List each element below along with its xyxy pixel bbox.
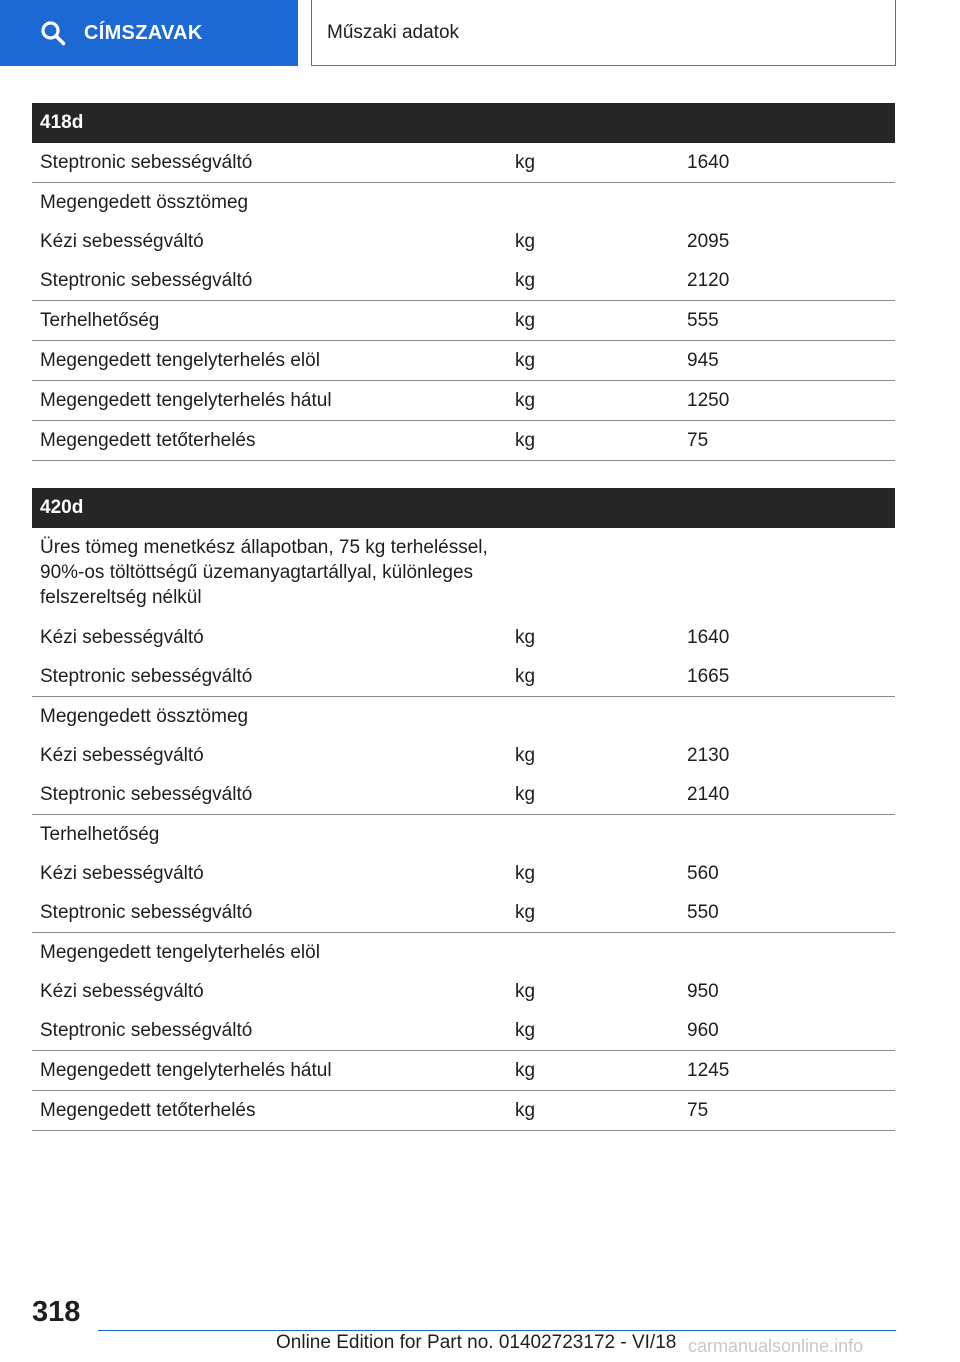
table-row: [32, 1051, 895, 1091]
index-button[interactable]: [0, 0, 298, 66]
row-unit: kg: [507, 421, 679, 461]
row-label: Steptronic sebességváltó: [32, 1011, 507, 1051]
row-value: 1640: [687, 627, 730, 648]
row-value: 2120: [679, 261, 895, 301]
table-row: [32, 143, 895, 183]
table-row: [32, 1091, 895, 1131]
table-row: [32, 893, 895, 933]
row-label: Megengedett tetőterhelés: [32, 1091, 507, 1131]
row-unit: kg: [507, 341, 679, 381]
row-label: Megengedett tengelyterhelés hátul: [32, 1051, 507, 1091]
row-label: Steptronic sebességváltó: [32, 261, 507, 301]
row-unit: [507, 528, 679, 618]
table-header-row: [32, 488, 895, 528]
row-unit: kg: [507, 657, 679, 697]
top-bar: [0, 0, 960, 66]
table-row: [32, 736, 895, 775]
table-row: [32, 261, 895, 301]
footer-divider: [98, 1330, 896, 1331]
row-label: Megengedett tetőterhelés: [32, 421, 507, 461]
row-value: 950: [687, 981, 719, 1002]
table-row: [32, 972, 895, 1011]
model-heading: 420d: [32, 488, 895, 528]
table-row: [32, 222, 895, 261]
row-value: 550: [679, 893, 895, 933]
row-value: 2095: [687, 231, 730, 252]
row-value: 2140: [679, 775, 895, 815]
row-unit: [507, 697, 679, 737]
table-row: [32, 341, 895, 381]
row-group-label: Megengedett össztömeg: [40, 706, 249, 727]
row-label: Kézi sebességváltó: [40, 981, 204, 1002]
spec-table-418d: [32, 103, 895, 461]
row-label: Steptronic sebességváltó: [32, 143, 507, 183]
table-row: [32, 528, 895, 618]
row-unit: kg: [507, 301, 679, 341]
table-header-row: [32, 103, 895, 143]
row-unit: kg: [507, 261, 679, 301]
row-label: Megengedett tengelyterhelés elöl: [32, 341, 507, 381]
row-unit: [507, 183, 679, 223]
row-group-label: Megengedett tengelyterhelés elöl: [40, 942, 320, 963]
row-label: Megengedett tengelyterhelés hátul: [32, 381, 507, 421]
row-group-label: Terhelhetőség: [40, 824, 160, 845]
table-row: [32, 183, 895, 223]
spec-table-420d: [32, 488, 895, 1131]
row-unit: kg: [515, 627, 536, 648]
row-group-label: Megengedett össztömeg: [40, 192, 249, 213]
row-unit: kg: [515, 981, 536, 1002]
index-button-label: CÍMSZAVAK: [84, 21, 203, 44]
row-label: Steptronic sebességváltó: [32, 657, 507, 697]
search-icon: [40, 20, 66, 46]
section-title-tab[interactable]: [311, 0, 896, 66]
row-value: [679, 697, 895, 737]
table-row: [32, 815, 895, 855]
row-label: Kézi sebességváltó: [40, 627, 204, 648]
row-label: Kézi sebességváltó: [40, 863, 204, 884]
page-number: 318: [32, 1296, 81, 1328]
row-value: [679, 815, 895, 855]
table-row: [32, 301, 895, 341]
table-row: [32, 775, 895, 815]
table-row: [32, 854, 895, 893]
row-value: 560: [687, 863, 719, 884]
row-unit: kg: [507, 1051, 679, 1091]
row-value: [679, 183, 895, 223]
row-unit: kg: [507, 893, 679, 933]
row-unit: kg: [515, 745, 536, 766]
row-label: Kézi sebességváltó: [40, 745, 204, 766]
row-unit: kg: [507, 775, 679, 815]
row-value: 960: [679, 1011, 895, 1051]
model-heading: 418d: [32, 103, 895, 143]
row-unit: kg: [515, 231, 536, 252]
row-value: 1640: [679, 143, 895, 183]
edition-text: Online Edition for Part no. 01402723172 - VI/18: [276, 1332, 677, 1353]
section-title: Műszaki adatok: [327, 21, 460, 43]
row-unit: [507, 815, 679, 855]
row-unit: kg: [507, 1091, 679, 1131]
watermark: carmanualsonline.info: [688, 1336, 864, 1356]
row-unit: kg: [507, 143, 679, 183]
row-value: 1245: [679, 1051, 895, 1091]
table-row: [32, 933, 895, 973]
row-value: 1250: [679, 381, 895, 421]
row-unit: [507, 933, 679, 973]
table-row: [32, 697, 895, 737]
row-unit: kg: [515, 863, 536, 884]
row-label: Steptronic sebességváltó: [32, 775, 507, 815]
row-unit: kg: [507, 381, 679, 421]
row-value: 75: [679, 421, 895, 461]
row-label: Kézi sebességváltó: [40, 231, 204, 252]
table-row: [32, 381, 895, 421]
row-label: Steptronic sebességváltó: [32, 893, 507, 933]
table-row: [32, 1011, 895, 1051]
row-value: 945: [679, 341, 895, 381]
row-group-label: Üres tömeg menetkész állapotban, 75 kg terheléssel, 90%-os töltöttségű üzemanyagtartállyal, különleges felszereltség nélkül: [40, 537, 488, 608]
row-label: Terhelhetőség: [32, 301, 507, 341]
row-value: 555: [679, 301, 895, 341]
row-value: 75: [679, 1091, 895, 1131]
row-value: [679, 933, 895, 973]
row-value: 1665: [679, 657, 895, 697]
table-row: [32, 657, 895, 697]
table-row: [32, 618, 895, 657]
table-row: [32, 421, 895, 461]
row-value: 2130: [687, 745, 730, 766]
row-value: [679, 528, 895, 618]
row-unit: kg: [507, 1011, 679, 1051]
